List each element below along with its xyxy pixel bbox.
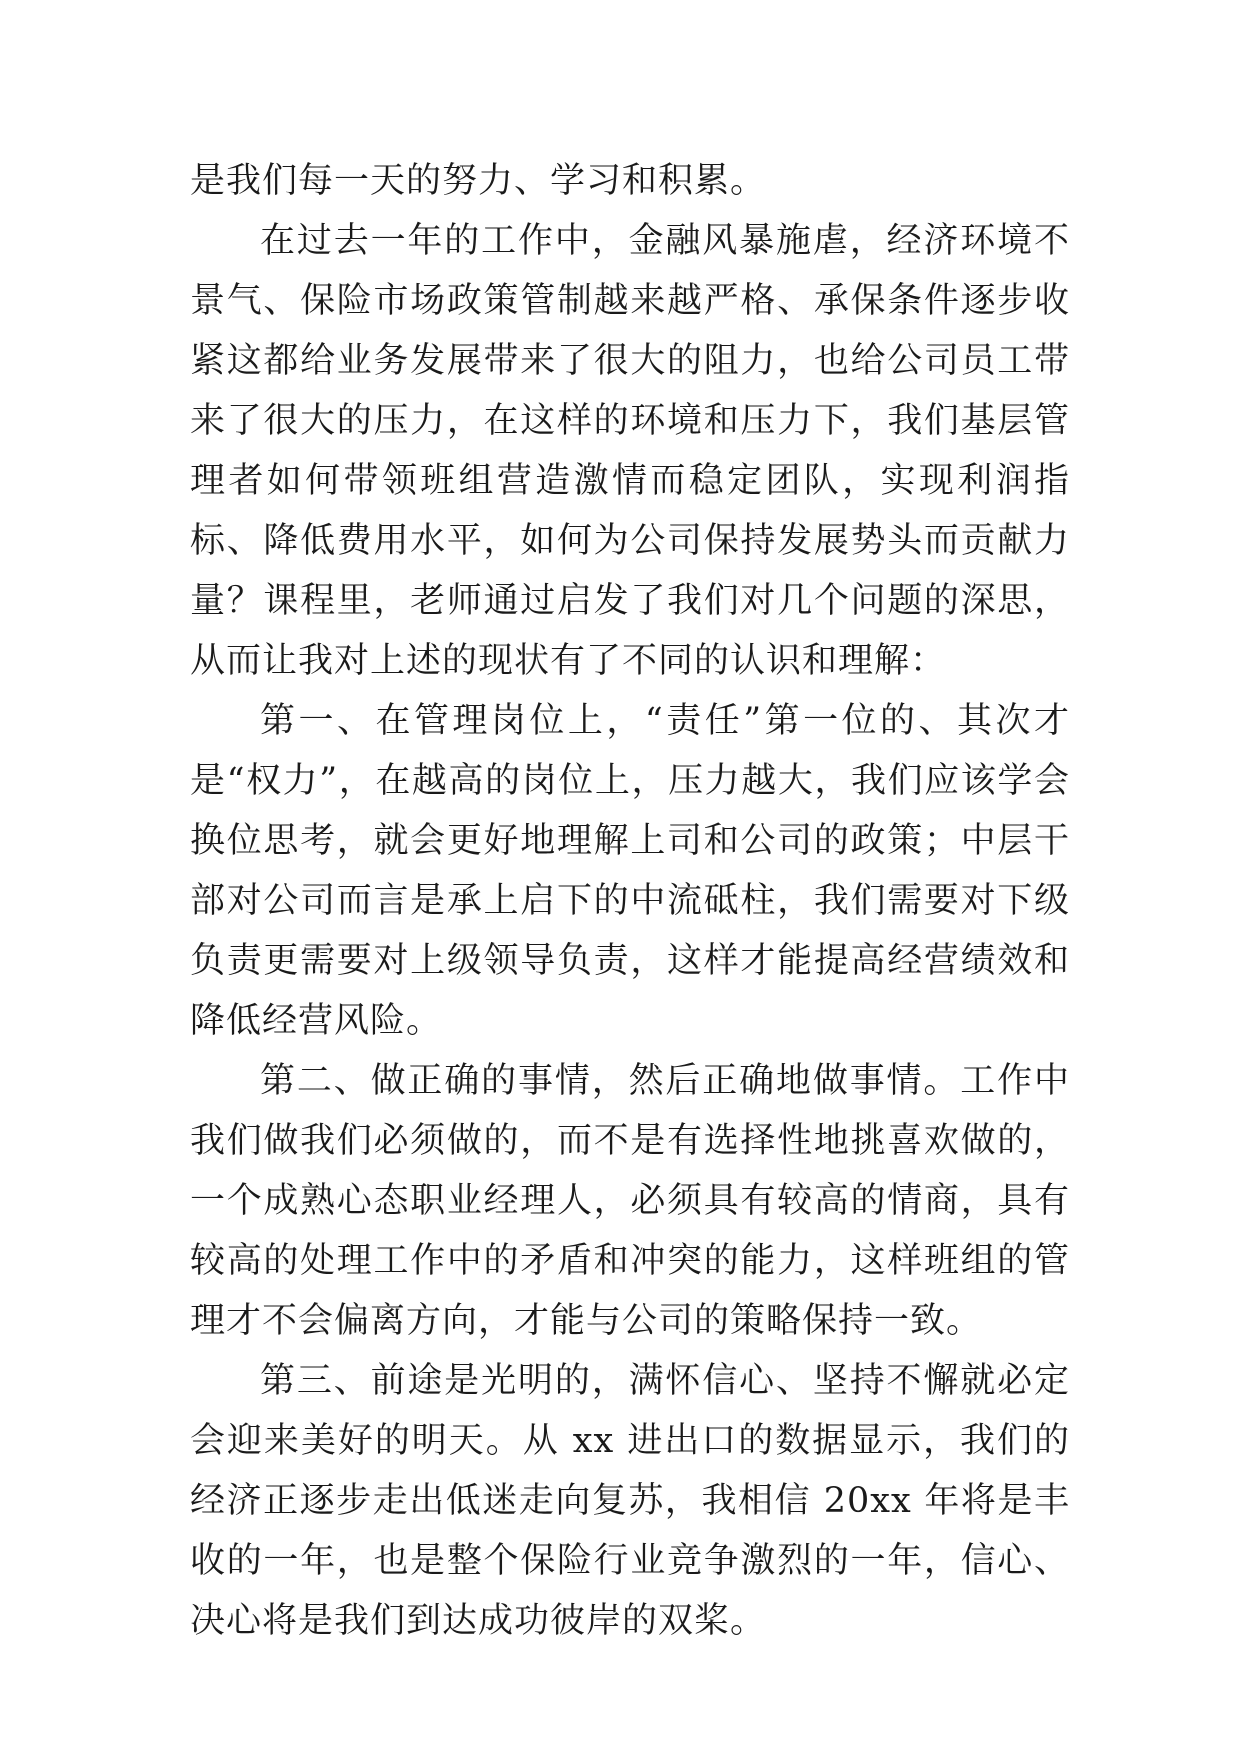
- paragraph-work-environment: 在过去一年的工作中，金融风暴施虐，经济环境不景气、保险市场政策管制越来越严格、承保条件逐步收紧这都给业务发展带来了很大的阻力，也给公司员工带来了很大的压力，在这样的环境和压力下，我们基层管理者如何带领班组营造激情而稳定团队，实现利润指标、降低费用水平，如何为公司保持发展势头而贡献力量？课程里，老师通过启发了我们对几个问题的深思，从而让我对上述的现状有了不同的认识和理解：: [190, 221, 1070, 681]
- paragraph-point-one: 第一、在管理岗位上，“责任”第一位的、其次才是“权力”，在越高的岗位上，压力越大，我们应该学会换位思考，就会更好地理解上司和公司的政策；中层干部对公司而言是承上启下的中流砥柱，我们需要对下级负责更需要对上级领导负责，这样才能提高经营绩效和降低经营风险。: [190, 701, 1070, 1041]
- document-body: [190, 151, 1070, 1651]
- paragraph-continuation: 是我们每一天的努力、学习和积累。: [190, 161, 767, 201]
- paragraph-point-two: 第二、做正确的事情，然后正确地做事情。工作中我们做我们必须做的，而不是有选择性地挑喜欢做的，一个成熟心态职业经理人，必须具有较高的情商，具有较高的处理工作中的矛盾和冲突的能力，这样班组的管理才不会偏离方向，才能与公司的策略保持一致。: [190, 1061, 1070, 1341]
- paragraph-point-three: 第三、前途是光明的，满怀信心、坚持不懈就必定会迎来美好的明天。从 xx 进出口的数据显示，我们的经济正逐步走出低迷走向复苏，我相信 20xx 年将是丰收的一年，也是整个保险行业竞争激烈的一年，信心、决心将是我们到达成功彼岸的双桨。: [190, 1361, 1070, 1641]
